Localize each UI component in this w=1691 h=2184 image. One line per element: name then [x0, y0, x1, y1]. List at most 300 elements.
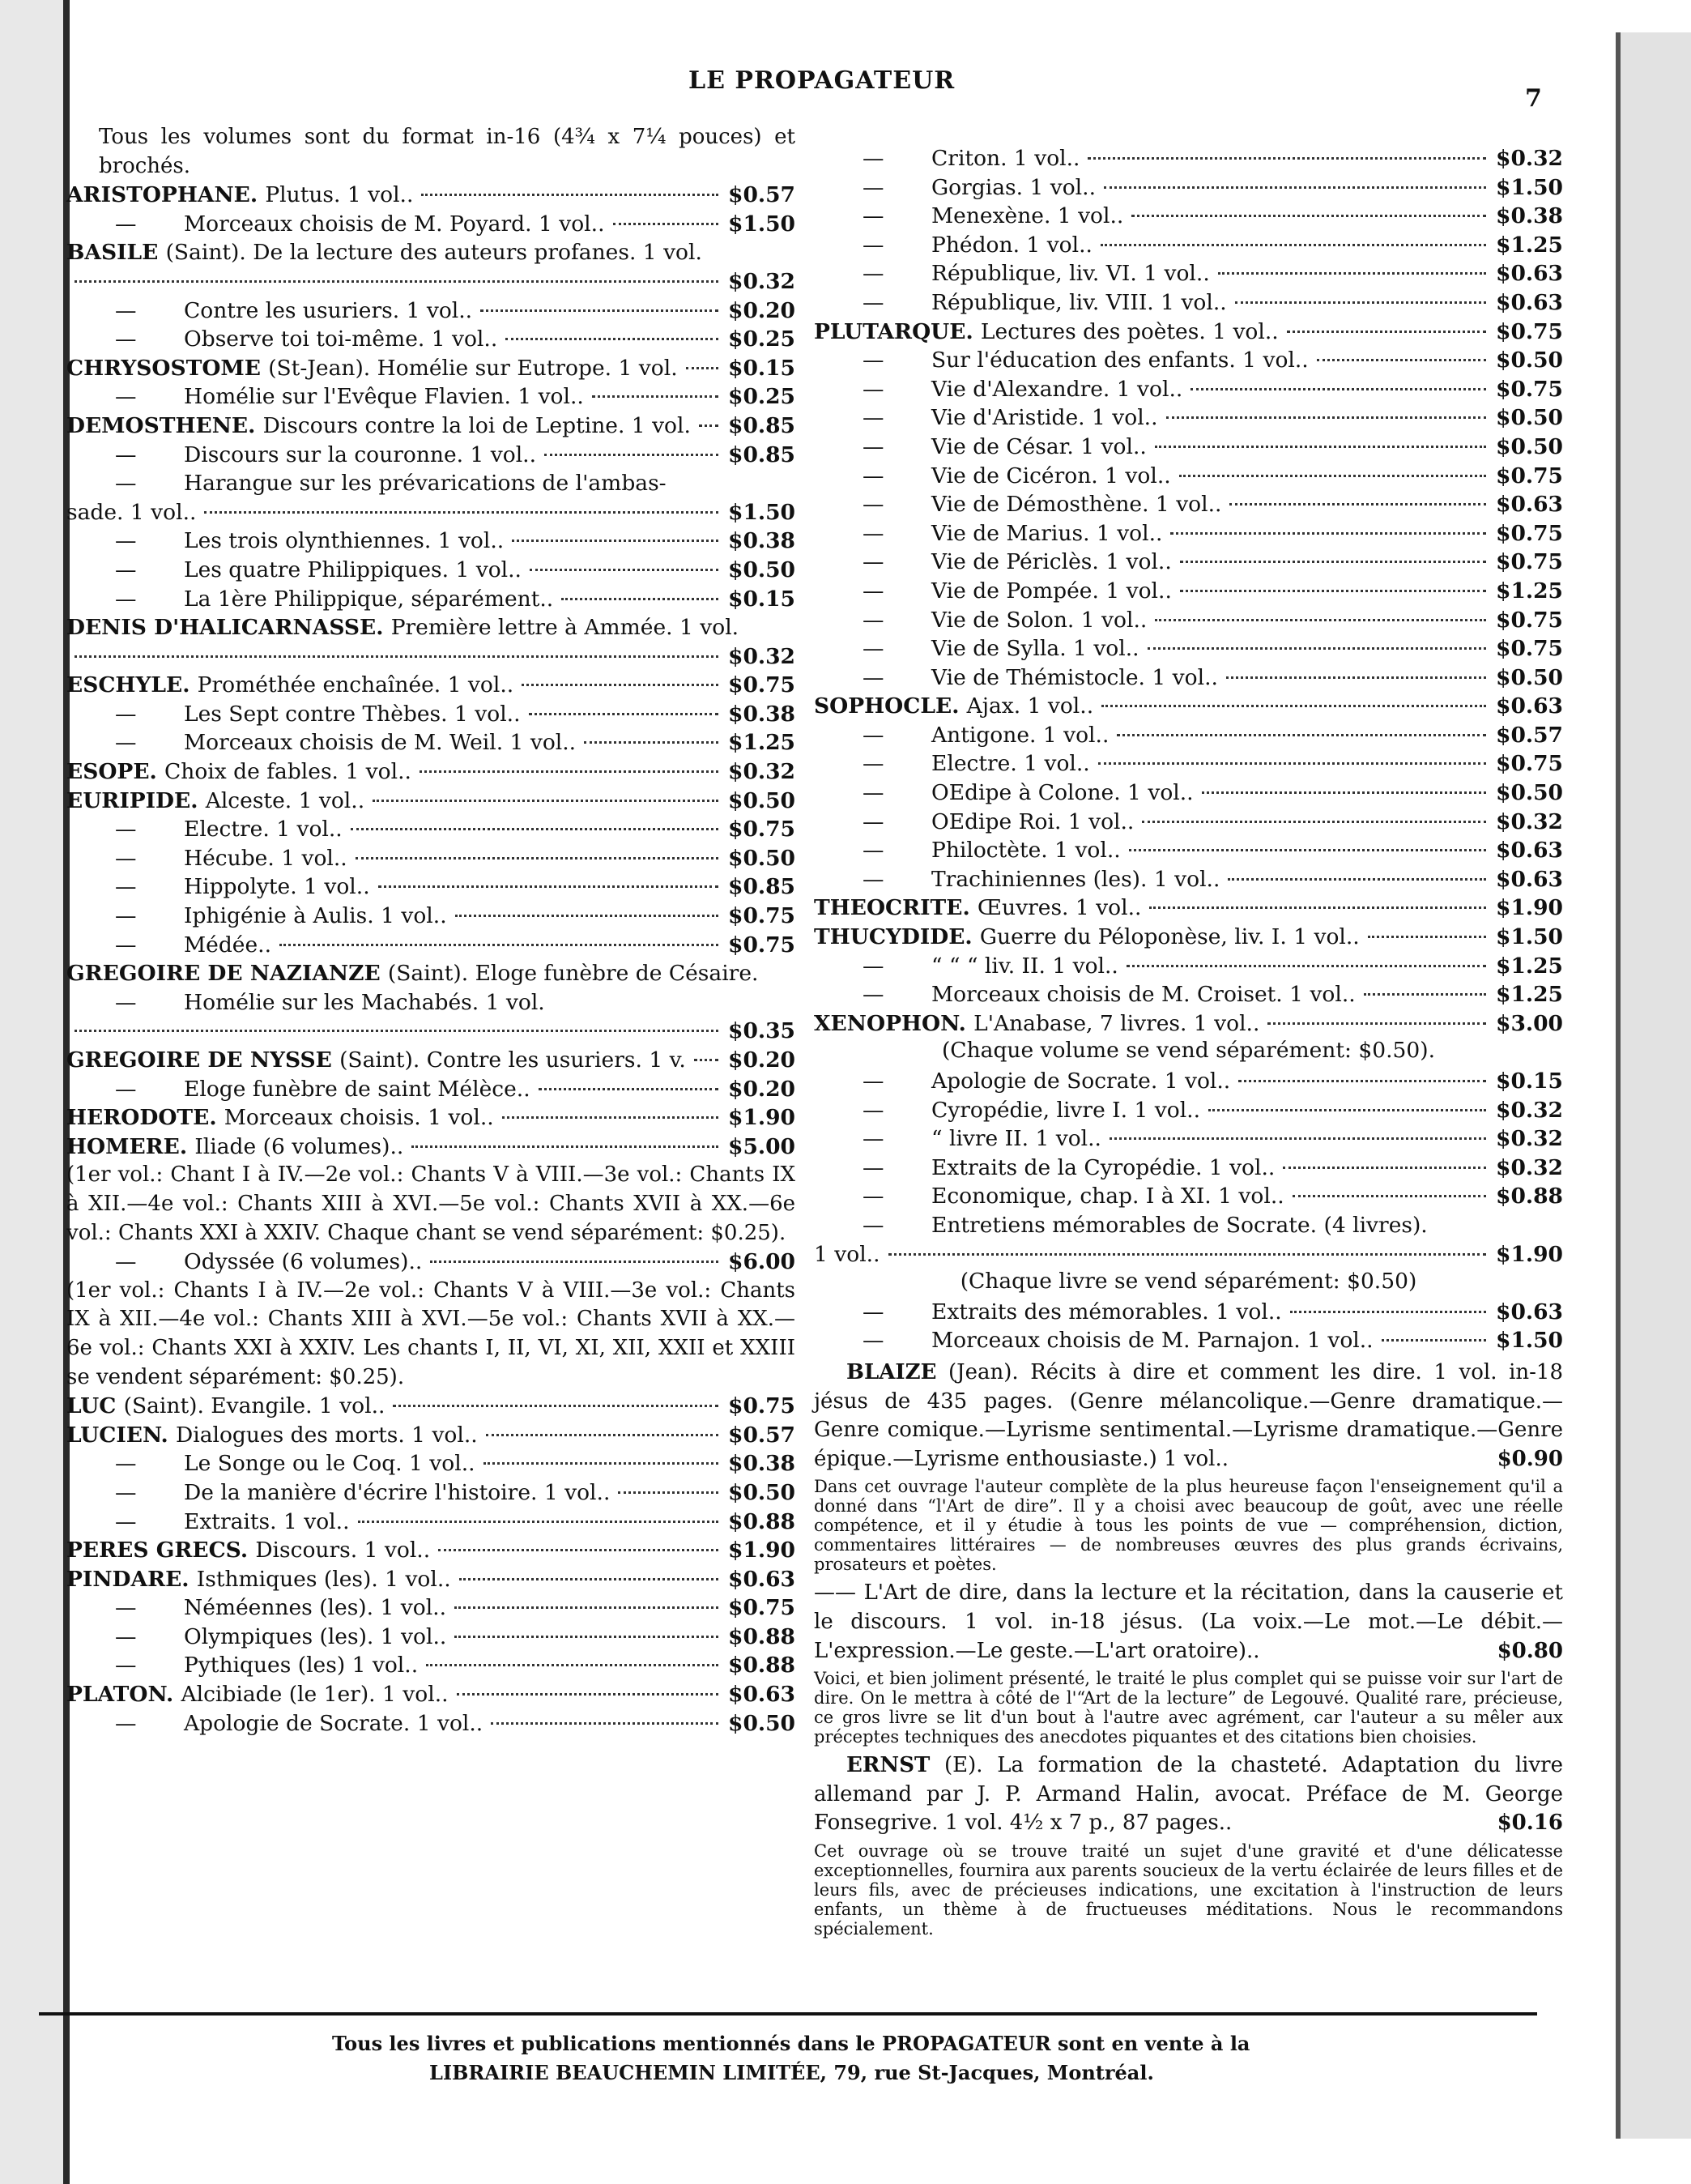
entry-title: Menexène. 1 vol..: [931, 203, 1124, 229]
catalogue-entry: [66, 1103, 795, 1133]
entry-author: BASILE: [66, 240, 166, 266]
entry-price: $0.75: [728, 817, 795, 842]
leader-dots: [1180, 588, 1486, 592]
entry-price: $0.38: [728, 701, 795, 727]
ditto-dash: —: [863, 348, 884, 373]
entry-title: “ “ “ liv. II. 1 vol..: [931, 953, 1118, 979]
catalogue-entry: [814, 577, 1563, 606]
catalogue-entry: [814, 663, 1563, 693]
leader-dots: [1149, 905, 1486, 909]
leader-dots: [1228, 877, 1486, 881]
entry-title: Isthmiques (les). 1 vol..: [196, 1566, 451, 1592]
blaize-description: [814, 1359, 1563, 1474]
catalogue-entry: [814, 721, 1563, 750]
entry-title: Vie de Périclès. 1 vol..: [931, 549, 1172, 575]
footer-line-2: LIBRAIRIE BEAUCHEMIN LIMITÉE, 79, rue St-Jacques, Montréal.: [429, 2061, 1154, 2084]
entry-title: Sur l'éducation des enfants. 1 vol..: [931, 348, 1309, 373]
leader-dots: [483, 1461, 718, 1465]
catalogue-entry: [66, 757, 795, 787]
leader-dots: [505, 336, 718, 340]
entry-price: $0.63: [1496, 261, 1563, 287]
leader-dots: [1382, 1337, 1486, 1342]
entry-title: “ livre II. 1 vol..: [931, 1126, 1101, 1152]
catalogue-entry: [66, 238, 795, 267]
entry-text: [814, 578, 1172, 604]
leader-dots: [1110, 1136, 1486, 1140]
leader-dots: [618, 1490, 718, 1494]
catalogue-entry: [814, 1298, 1563, 1327]
ditto-dash: —: [863, 1154, 884, 1180]
entry-title: Electre. 1 vol..: [931, 751, 1090, 777]
entry-title: Alcibiade (le 1er). 1 vol..: [181, 1682, 449, 1708]
catalogue-entry: [814, 1124, 1563, 1154]
entry-title: Apologie de Socrate. 1 vol..: [931, 1069, 1231, 1094]
leader-dots: [1287, 329, 1486, 333]
leader-dots: [358, 1519, 719, 1523]
catalogue-entry: [66, 1593, 795, 1623]
entry-title: Morceaux choisis de M. Parnajon. 1 vol..: [931, 1328, 1374, 1354]
entry-text: [66, 1393, 385, 1418]
catalogue-entry: [814, 1240, 1563, 1269]
catalogue-entry: [66, 902, 795, 931]
entry-price: $0.50: [1496, 433, 1563, 459]
ernst-description: [814, 1751, 1563, 1838]
catalogue-entry: [66, 210, 795, 239]
catalogue-entry: [66, 1133, 795, 1162]
entry-title: Phédon. 1 vol..: [931, 232, 1093, 258]
catalogue-entry: [66, 728, 795, 757]
leader-dots: [430, 1259, 718, 1263]
catalogue-entry: [66, 1680, 795, 1709]
leader-dots: [1235, 300, 1486, 304]
left-catalogue-list: [66, 181, 795, 1738]
entry-price: $1.50: [1496, 1328, 1563, 1354]
ditto-dash: —: [863, 1184, 884, 1209]
entry-price: $0.85: [728, 874, 795, 900]
leader-dots: [512, 538, 718, 542]
entry-title: Les Sept contre Thèbes. 1 vol..: [184, 701, 521, 727]
entry-title: Les quatre Philippiques. 1 vol..: [184, 557, 522, 582]
catalogue-entry: [814, 490, 1563, 519]
leader-dots: [544, 452, 718, 456]
entry-price: $0.25: [728, 326, 795, 352]
ditto-dash: —: [863, 808, 884, 834]
footer-rule: [39, 2012, 1537, 2016]
ditto-dash: —: [115, 297, 137, 323]
entry-title: (Saint). Eloge funèbre de Césaire.: [387, 961, 759, 987]
catalogue-entry: [814, 1182, 1563, 1211]
entry-price: $1.25: [1496, 232, 1563, 258]
leader-dots: [1364, 992, 1486, 996]
leader-dots: [1142, 819, 1486, 823]
ernst-note: Cet ouvrage où se trouve traité un sujet d'une gravité et d'une délicatesse exceptionnelles, fournira aux parents soucieux de la vertu éclairée de leurs filles et de leurs fils, avec de précieuses indications, une excitation à l'instruction de leurs enfants, un thème à de fructueuses méditations. Nous le recommandons spécialement.: [814, 1841, 1563, 1939]
entry-title: République, liv. VIII. 1 vol..: [931, 289, 1227, 315]
leader-dots: [613, 221, 719, 225]
footer-line-1: Tous les livres et publications mentionnés dans le PROPAGATEUR sont en vente à la: [332, 2032, 1250, 2055]
entry-title: (St-Jean). Homélie sur Eutrope. 1 vol.: [268, 355, 678, 381]
entry-price: $3.00: [1496, 1010, 1563, 1036]
entry-price: $1.90: [1496, 895, 1563, 921]
entry-text: [814, 636, 1139, 661]
entry-text: [814, 203, 1123, 228]
leader-dots: [530, 567, 718, 571]
leader-dots: [1226, 675, 1486, 679]
entry-price: $0.75: [728, 932, 795, 958]
entry-title: 1 vol..: [814, 1241, 880, 1267]
entry-text: [814, 693, 1093, 719]
catalogue-entry: [814, 403, 1563, 433]
intro-text: Tous les volumes sont du format in-16 (4¾ x 7¼ pouces) et brochés.: [99, 125, 795, 178]
ditto-dash: —: [863, 664, 884, 690]
entry-price: $0.63: [728, 1682, 795, 1708]
catalogue-entry: [814, 1009, 1563, 1039]
catalogue-entry: [66, 1017, 795, 1046]
entry-title: Iliade (6 volumes)..: [194, 1133, 404, 1159]
entry-text: [66, 413, 691, 438]
ditto-dash: —: [115, 1249, 137, 1275]
leader-dots: [686, 365, 718, 369]
entry-text: [66, 471, 667, 496]
entry-price: $0.38: [1496, 203, 1563, 229]
ditto-dash: —: [863, 463, 884, 488]
entry-price: $0.32: [1496, 1154, 1563, 1180]
entry-price: $0.15: [728, 586, 795, 612]
entry-text: [814, 665, 1218, 690]
entry-text: [66, 587, 553, 612]
entry-title: République, liv. VI. 1 vol..: [931, 261, 1210, 287]
entry-title: Le Songe ou le Coq. 1 vol..: [184, 1451, 475, 1477]
leader-dots: [1229, 501, 1486, 505]
catalogue-entry: [814, 894, 1563, 923]
entry-price: $1.25: [728, 730, 795, 756]
entry-price: $0.50: [728, 557, 795, 582]
catalogue-entry: [66, 1623, 795, 1652]
entry-title: Apologie de Socrate. 1 vol..: [184, 1710, 483, 1736]
entry-text: [814, 405, 1158, 430]
entry-author: PLUTARQUE.: [814, 318, 981, 344]
catalogue-entry: [66, 872, 795, 902]
entry-title: Médée..: [184, 932, 271, 958]
entry-text: [66, 672, 513, 697]
entry-title: Dialogues des morts. 1 vol..: [175, 1422, 478, 1448]
entry-text: [814, 319, 1279, 344]
leader-dots: [75, 654, 718, 658]
entry-text: [66, 1480, 610, 1505]
entry-title: (Saint). Contre les usuriers. 1 v.: [339, 1047, 686, 1073]
entry-text: [66, 211, 605, 237]
catalogue-entry: [814, 952, 1563, 981]
catalogue-entry: [66, 412, 795, 441]
ditto-dash: —: [115, 1623, 137, 1649]
ditto-dash: —: [115, 932, 137, 958]
leader-dots: [459, 1576, 718, 1580]
entry-title: Homélie sur l'Evêque Flavien. 1 vol..: [184, 384, 584, 410]
entry-title: Vie de Pompée. 1 vol..: [931, 578, 1172, 604]
leader-dots: [1293, 1193, 1486, 1197]
entry-price: $1.25: [1496, 953, 1563, 979]
entry-price: $0.32: [728, 268, 795, 294]
catalogue-entry: [66, 1449, 795, 1478]
ditto-dash: —: [863, 146, 884, 171]
entry-price: $0.50: [728, 845, 795, 871]
entry-title: Odyssée (6 volumes)..: [184, 1249, 423, 1275]
entry-price: $0.20: [728, 1076, 795, 1102]
catalogue-entry: [66, 267, 795, 296]
leader-dots: [491, 1721, 718, 1725]
ditto-dash: —: [115, 1653, 137, 1679]
catalogue-entry: [66, 1478, 795, 1508]
ditto-dash: —: [863, 549, 884, 575]
catalogue-entry: [814, 202, 1563, 231]
entry-text: [814, 348, 1309, 373]
entry-text: [66, 759, 411, 784]
entry-title: Discours contre la loi de Leptine. 1 vol.: [262, 412, 691, 438]
catalogue-entry: [66, 498, 795, 527]
leader-dots: [204, 510, 718, 514]
catalogue-entry: [66, 931, 795, 960]
entry-author: ESOPE.: [66, 759, 164, 785]
leader-dots: [1179, 473, 1486, 477]
catalogue-entry: [814, 318, 1563, 347]
entry-title: Extraits des mémorables. 1 vol..: [931, 1299, 1282, 1324]
entry-title: Antigone. 1 vol..: [931, 722, 1110, 748]
leader-dots: [393, 1403, 718, 1407]
catalogue-entry: [814, 548, 1563, 577]
leader-dots: [420, 769, 718, 773]
catalogue-entry: [66, 1651, 795, 1680]
leader-dots: [457, 1691, 718, 1696]
entry-title: Philoctète. 1 vol..: [931, 838, 1121, 864]
entry-price: $0.75: [1496, 751, 1563, 777]
ditto-dash: —: [863, 232, 884, 258]
entry-price: $0.75: [728, 672, 795, 698]
catalogue-entry: [814, 173, 1563, 203]
catalogue-entry: [66, 700, 795, 729]
catalogue-entry: [66, 959, 795, 988]
leader-dots: [75, 279, 718, 283]
entry-text: [814, 434, 1147, 459]
ditto-dash: —: [115, 557, 137, 582]
entry-title: Morceaux choisis de M. Croiset. 1 vol..: [931, 982, 1356, 1008]
leader-dots: [279, 942, 718, 946]
ditto-dash: —: [863, 751, 884, 777]
entry-title: Vie d'Alexandre. 1 vol..: [931, 376, 1183, 402]
entry-price: $1.90: [728, 1105, 795, 1131]
entry-text: [814, 261, 1210, 286]
entry-author: LUCIEN.: [66, 1422, 176, 1448]
leader-dots: [539, 1086, 718, 1090]
entry-text: [66, 384, 584, 409]
catalogue-entry: [66, 815, 795, 844]
entry-author: HERODOTE.: [66, 1105, 224, 1131]
leader-dots: [1131, 213, 1486, 217]
ditto-dash: —: [863, 1328, 884, 1354]
catalogue-entry: [814, 923, 1563, 952]
entry-text: [814, 1242, 880, 1267]
entry-price: $0.75: [728, 1393, 795, 1419]
entry-author: ARISTOPHANE.: [66, 182, 266, 208]
entry-title: L'Anabase, 7 livres. 1 vol..: [973, 1010, 1260, 1036]
entry-text: [66, 615, 739, 640]
entry-price: $5.00: [728, 1133, 795, 1159]
running-header: LE PROPAGATEUR: [688, 66, 956, 95]
entry-price: $0.85: [728, 441, 795, 467]
catalogue-entry: [814, 231, 1563, 260]
entry-title: Iphigénie à Aulis. 1 vol..: [184, 903, 447, 929]
entry-author: EURIPIDE.: [66, 787, 206, 813]
leader-dots: [1208, 1107, 1486, 1111]
entry-title: Extraits de la Cyropédie. 1 vol..: [931, 1154, 1276, 1180]
entry-title: Eloge funèbre de saint Mélèce..: [184, 1076, 530, 1102]
entry-title: Alceste. 1 vol..: [205, 787, 365, 813]
entry-title: Vie de Démosthène. 1 vol..: [931, 492, 1222, 518]
entry-price: $1.50: [728, 499, 795, 525]
ditto-dash: —: [863, 289, 884, 315]
leader-dots: [694, 1057, 718, 1061]
catalogue-entry: [814, 634, 1563, 663]
catalogue-entry: [66, 325, 795, 354]
entry-text: [66, 442, 536, 467]
entry-author: PINDARE.: [66, 1566, 197, 1592]
catalogue-entry: [814, 749, 1563, 778]
entry-title: Plutus. 1 vol..: [265, 182, 414, 208]
leader-dots: [454, 1634, 718, 1638]
entry-price: $0.50: [1496, 348, 1563, 373]
entry-text: [814, 549, 1172, 574]
ditto-dash: —: [115, 1508, 137, 1534]
ditto-dash: —: [115, 326, 137, 352]
entry-price: $0.88: [728, 1623, 795, 1649]
entry-text: [66, 961, 758, 986]
entry-text: [814, 521, 1162, 546]
entry-text: [66, 1105, 494, 1130]
leader-dots: [454, 1605, 718, 1609]
catalogue-entry: [66, 1565, 795, 1594]
ditto-dash: —: [115, 1076, 137, 1102]
leader-dots: [1155, 617, 1486, 621]
entry-author: DEMOSTHENE.: [66, 412, 263, 438]
catalogue-entry: [66, 844, 795, 873]
catalogue-entry: [66, 1536, 795, 1565]
entry-price: $1.25: [1496, 578, 1563, 604]
entry-text: [66, 903, 447, 928]
entry-price: $0.20: [728, 297, 795, 323]
leader-dots: [1117, 732, 1486, 736]
catalogue-entry: [814, 462, 1563, 491]
entry-text: [814, 809, 1134, 834]
entry-text: [66, 990, 545, 1015]
leader-dots: [1101, 242, 1486, 246]
entry-price: $0.57: [728, 1422, 795, 1448]
entry-title: Contre les usuriers. 1 vol..: [184, 297, 473, 323]
leader-dots: [1155, 444, 1486, 448]
leader-dots: [486, 1432, 718, 1436]
blaize-body: (Jean). Récits à dire et comment les dire. 1 vol. in-18 jésus de 435 pages. (Genre mélancolique.—Genre dramatique.—Genre comique.—Lyrisme sentimental.—Lyrisme dramatique.—Genre épique.—Lyrisme enthousiaste.) 1 vol..: [814, 1359, 1563, 1471]
art-de-dire-body: —— L'Art de dire, dans la lecture et la récitation, dans la causerie et le discours. 1 vol. in-18 jésus. (La voix.—Le mot.—Le débit.—L'expression.—Le geste.—L'art oratoire)..: [814, 1580, 1563, 1663]
leader-dots: [411, 1144, 718, 1148]
entry-price: $6.00: [728, 1249, 795, 1275]
catalogue-entry: [66, 296, 795, 326]
ernst-price: $0.16: [1497, 1811, 1563, 1836]
art-de-dire-price: $0.80: [1497, 1638, 1563, 1663]
left-column: [66, 123, 795, 1738]
entry-price: $0.63: [1496, 866, 1563, 892]
entry-text: [66, 1509, 350, 1534]
leader-dots: [75, 1028, 718, 1032]
catalogue-entry: [66, 382, 795, 412]
ditto-dash: —: [863, 1212, 884, 1238]
leader-dots: [1267, 1021, 1486, 1025]
entry-text: [66, 500, 196, 525]
ditto-dash: —: [115, 989, 137, 1015]
entry-text: [814, 780, 1194, 805]
catalogue-entry: [814, 288, 1563, 318]
entry-price: $0.88: [728, 1653, 795, 1679]
leader-dots: [1283, 1165, 1486, 1169]
leader-dots: [1238, 1078, 1486, 1082]
entry-title: Œuvres. 1 vol..: [977, 895, 1142, 921]
entry-text: [66, 528, 504, 553]
leader-dots: [1104, 185, 1486, 189]
entry-title: Hécube. 1 vol..: [184, 845, 347, 871]
entry-text: [66, 1624, 446, 1649]
entry-text: [66, 298, 472, 323]
leader-dots: [584, 740, 718, 744]
entry-title: Guerre du Péloponèse, liv. I. 1 vol..: [979, 924, 1360, 950]
entry-title: Morceaux choisis. 1 vol..: [224, 1105, 494, 1131]
leader-dots: [592, 394, 718, 398]
ditto-dash: —: [863, 1097, 884, 1123]
entry-price: $0.32: [1496, 1097, 1563, 1123]
entry-author: LUC: [66, 1393, 124, 1419]
entry-text: [66, 730, 576, 755]
entry-title: Néméennes (les). 1 vol..: [184, 1595, 447, 1621]
entry-text: [66, 1682, 449, 1707]
entry-text: [814, 1069, 1230, 1094]
entry-price: $0.20: [728, 1047, 795, 1073]
leader-dots: [1088, 156, 1486, 160]
entry-text: [814, 146, 1080, 171]
catalogue-entry: [814, 606, 1563, 635]
entry-price: $0.32: [728, 759, 795, 785]
entry-text: [66, 356, 678, 381]
ditto-dash: —: [115, 1710, 137, 1736]
ditto-dash: —: [863, 405, 884, 431]
catalogue-entry: [66, 988, 795, 1017]
entry-title: La 1ère Philippique, séparément..: [184, 586, 554, 612]
ditto-dash: —: [863, 174, 884, 200]
entry-author: THEOCRITE.: [814, 895, 978, 921]
entry-text: [814, 1299, 1282, 1324]
entry-text: [814, 290, 1227, 315]
entry-author: THUCYDIDE.: [814, 924, 980, 950]
ernst-author: ERNST: [846, 1753, 931, 1778]
entry-title: Trachiniennes (les). 1 vol..: [931, 866, 1220, 892]
catalogue-entry: [66, 469, 795, 498]
catalogue-note: (1er vol.: Chant I à IV.—2e vol.: Chants V à VIII.—3e vol.: Chants IX à XII.—4e vol.: Chants XIII à XVI.—5e vol.: Chants XVII à XX.—6e vol.: Chants XXI à XXIV. Chaque chant se vend séparément: $0.25).: [66, 1162, 795, 1245]
leader-dots: [1317, 357, 1486, 361]
entry-price: $0.75: [1496, 376, 1563, 402]
entry-title: Olympiques (les). 1 vol..: [184, 1623, 447, 1649]
entry-text: [814, 953, 1118, 979]
entry-text: [66, 874, 370, 899]
entry-title: Entretiens mémorables de Socrate. (4 livres).: [931, 1212, 1428, 1238]
entry-price: $0.38: [728, 1451, 795, 1477]
entry-title: Discours. 1 vol..: [255, 1538, 431, 1563]
entry-text: [814, 1126, 1101, 1151]
entry-text: [814, 463, 1171, 488]
entry-author: HOMERE.: [66, 1133, 195, 1159]
